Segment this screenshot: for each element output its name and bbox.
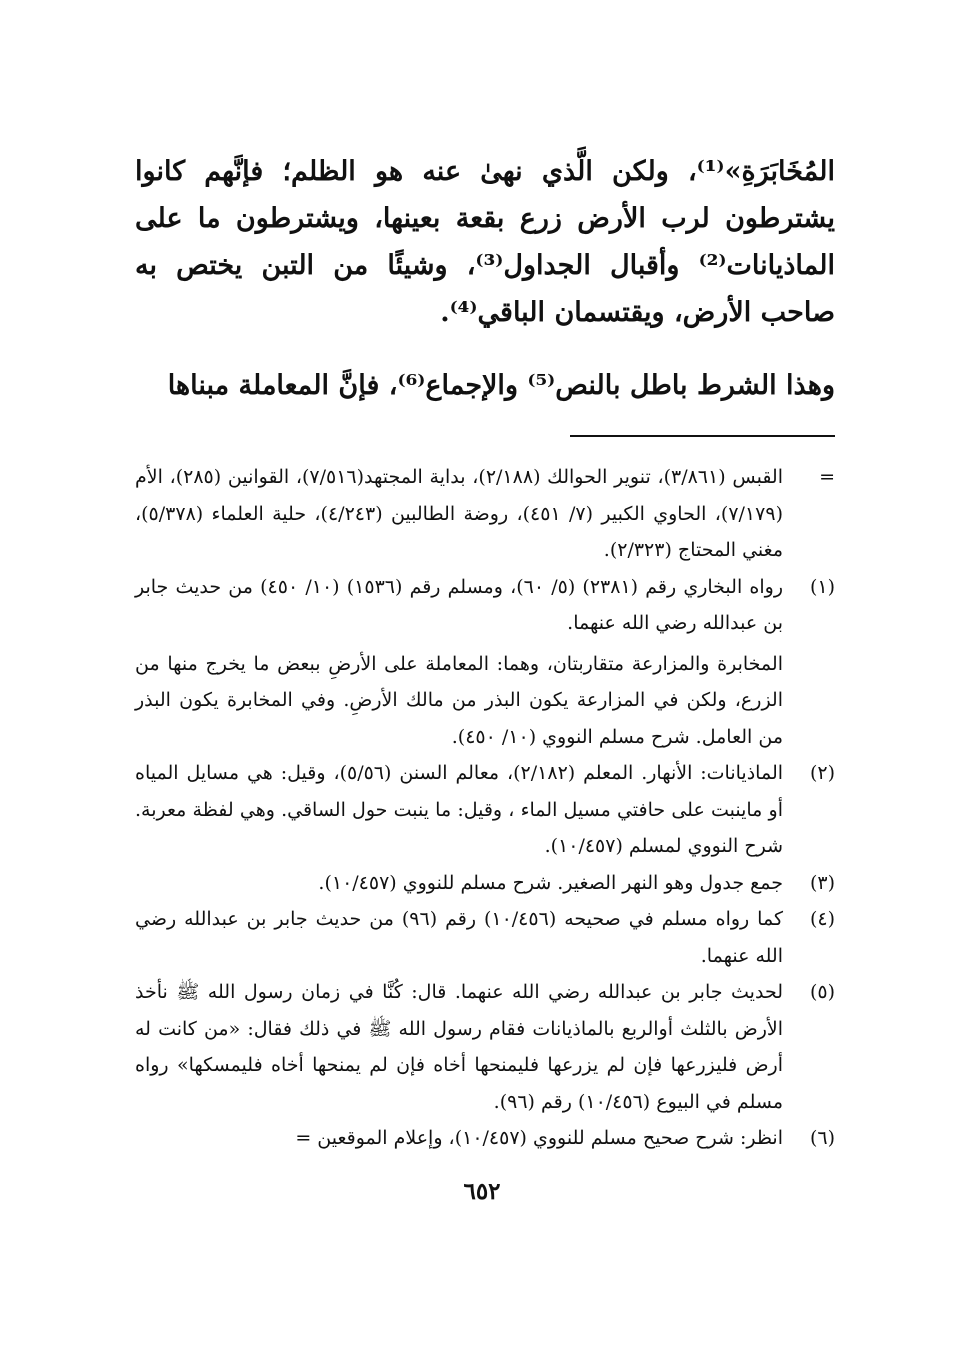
footnote-number: (٤) <box>809 908 835 930</box>
footnote-item-2 <box>135 755 835 865</box>
footnote-number: (٢) <box>809 762 835 784</box>
footnote-item-4 <box>135 901 835 974</box>
footnote-subparagraph: المخابرة والمزارعة متقاربتان، وهما: المعاملة على الأرضِ ببعض ما يخرج منها من الزرع، ولكن في المزارعة يكون البذر من مالك الأرضِ. وفي المخابرة يكون البذر من العامل. شرح مسلم النووي (١٠/ ٤٥٠). <box>135 652 783 748</box>
main-paragraph-1: المُخَابَرَةِ»⁽¹⁾، ولكن الَّذي نهىٰ عنه هو الظلم؛ فإنَّهم كانوا يشترطون لرب الأرض زرع بقعة بعينها، ويشترطون ما على الماذيانات⁽²⁾ وأقبال الجداول⁽³⁾، وشيئًا من التبن يختص به صاحب الأرض، ويقتسمان الباقي⁽⁴⁾. <box>135 156 835 328</box>
footnote-item-3 <box>135 865 835 902</box>
footnote-text: القبس (٣/٨٦١)، تنوير الحوالك (٢/١٨٨)، بداية المجتهد(٧/٥١٦)، القوانين (٢٨٥)، الأم (٧/١٧٩)، الحاوي الكبير (٧/ ٤٥١)، روضة الطالبين (٤/٢٤٣)، حلية العلماء (٥/٣٧٨)، مغني المحتاج (٢/٣٢٣). <box>135 466 783 561</box>
footnote-text: لحديث جابر بن عبدالله رضي الله عنهما. قال: كُنَّا في زمان رسول الله ﷺ نأخذ الأرض بالثلث أوالربع بالماذيانات فقام رسول الله ﷺ في ذلك فقال: «من كانت له أرض فليزرعها فإن لم يزرعها فليمنحها أخاه فإن لم يمنحها أخاه فليمسكها» رواه مسلم في البيوع (١٠/٤٥٦) رقم (٩٦). <box>135 981 783 1113</box>
footnote-text: جمع جدول وهو النهر الصغير. شرح مسلم للنووي (١٠/٤٥٧). <box>318 871 783 894</box>
footnote-item-5 <box>135 974 835 1120</box>
page-number: ٦٥٢ <box>463 1178 501 1205</box>
footnote-text: انظر: شرح صحيح مسلم للنووي (١٠/٤٥٧)، وإعلام الموقعين = <box>295 1127 783 1149</box>
footnote-separator <box>570 435 835 437</box>
footnote-number: (٣) <box>809 871 835 894</box>
page-content <box>135 148 835 1157</box>
footnote-number: (٥) <box>809 981 835 1003</box>
continuation-marker: = <box>819 466 835 488</box>
footnote-continuation <box>135 459 835 569</box>
footnote-item-6 <box>135 1120 835 1157</box>
footnote-number: (٦) <box>809 1127 835 1149</box>
footnote-number: (١) <box>809 575 835 598</box>
footnote-list <box>135 459 835 1157</box>
footnote-text: الماذيانات: الأنهار. المعلم (٢/١٨٢)، معالم السنن (٥/٥٦)، وقيل: هي مسايل المياه أو ماينبت على حافتي مسيل الماء ، وقيل: ما ينبت حول الساقي. وهي لفظة معربة. شرح النووي لمسلم (١٠/٤٥٧). <box>135 762 784 857</box>
main-paragraph-2: وهذا الشرط باطل بالنص⁽⁵⁾ والإجماع⁽⁶⁾، فإنَّ المعاملة مبناها <box>167 370 835 401</box>
footnote-text: كما رواه مسلم في صحيحه (١٠/٤٥٦) رقم (٩٦) من حديث جابر بن عبدالله رضي الله عنهما. <box>135 908 784 967</box>
footnote-item-1 <box>135 569 835 642</box>
footnote-text: رواه البخاري رقم (٢٣٨١) (٥/ ٦٠)، ومسلم رقم (١٥٣٦) (١٠/ ٤٥٠) من حديث جابر بن عبدالله رضي الله عنهما. <box>135 575 783 634</box>
